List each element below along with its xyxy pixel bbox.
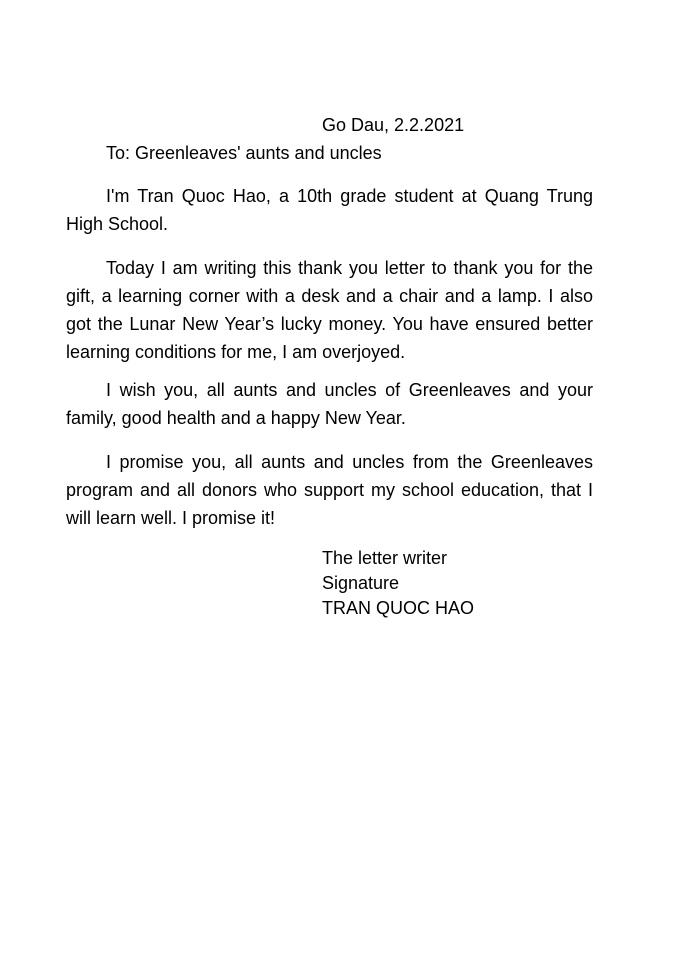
closing-block [322, 546, 474, 621]
place-date: Go Dau, 2.2.2021 [322, 115, 465, 135]
paragraph-promise: I promise you, all aunts and uncles from the Greenleaves program and all donors who support my school education, that I will learn well. I promise it! [66, 452, 593, 528]
recipient-line: To: Greenleaves' aunts and uncles [106, 143, 382, 163]
signature-label: Signature [322, 573, 400, 593]
writer-name: TRAN QUOC HAO [322, 598, 475, 618]
paragraph-wishes: I wish you, all aunts and uncles of Greenleaves and your family, good health and a happy New Year. [66, 380, 593, 428]
paragraph-introduction: I'm Tran Quoc Hao, a 10th grade student at Quang Trung High School. [66, 186, 593, 234]
writer-label: The letter writer [322, 548, 448, 568]
paragraph-thanks: Today I am writing this thank you letter to thank you for the gift, a learning corner with a desk and a chair and a lamp. I also got the Lunar New Year’s lucky money. You have ensured better learning conditions for me, I am overjoyed. [66, 258, 593, 362]
